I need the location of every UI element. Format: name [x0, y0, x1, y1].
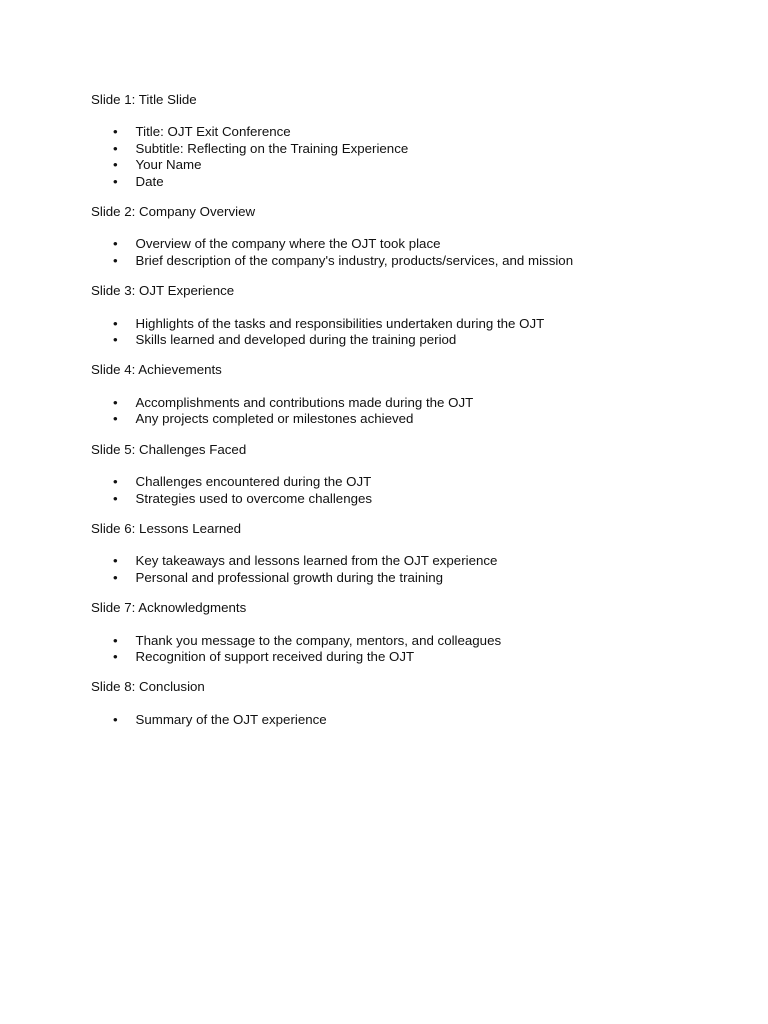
bullet-marker: • [113, 315, 118, 331]
document-body [91, 92, 731, 742]
bullet-list [91, 474, 731, 507]
list-item [91, 316, 731, 332]
list-item [91, 141, 731, 157]
bullet-marker: • [113, 648, 118, 664]
section-heading: Slide 4: Achievements [91, 362, 222, 378]
list-item-text: Any projects completed or milestones achieved [135, 411, 414, 427]
list-item [91, 570, 731, 586]
section-slide-7 [91, 600, 731, 665]
list-item [91, 253, 731, 269]
list-item-text: Challenges encountered during the OJT [135, 474, 372, 490]
bullet-marker: • [113, 332, 118, 348]
section-heading: Slide 1: Title Slide [91, 92, 197, 107]
bullet-marker: • [113, 140, 118, 156]
section-slide-4 [91, 362, 731, 427]
bullet-marker: • [113, 394, 118, 410]
list-item [91, 411, 731, 427]
bullet-list [91, 236, 731, 269]
list-item-text: Highlights of the tasks and responsibilities undertaken during the OJT [135, 315, 545, 331]
bullet-marker: • [113, 173, 118, 189]
bullet-list [91, 633, 731, 666]
list-item-text: Thank you message to the company, mentors, and colleagues [135, 632, 502, 648]
bullet-marker: • [113, 157, 118, 173]
list-item [91, 174, 731, 190]
list-item [91, 553, 731, 569]
list-item-text: Personal and professional growth during the training [135, 569, 443, 585]
list-item [91, 474, 731, 490]
section-heading: Slide 5: Challenges Faced [91, 441, 247, 457]
bullet-list [91, 124, 731, 190]
list-item-text: Strategies used to overcome challenges [135, 490, 373, 506]
list-item-text: Accomplishments and contributions made during the OJT [135, 394, 474, 410]
list-item-text: Summary of the OJT experience [135, 711, 327, 727]
list-item [91, 124, 731, 140]
list-item [91, 157, 731, 173]
list-item [91, 712, 731, 728]
bullet-list [91, 712, 731, 728]
list-item-text: Key takeaways and lessons learned from the OJT experience [135, 553, 498, 569]
list-item-text: Your Name [135, 157, 202, 173]
list-item-text: Brief description of the company's industry, products/services, and mission [135, 252, 574, 268]
list-item [91, 649, 731, 665]
list-item-text: Skills learned and developed during the training period [135, 332, 457, 348]
section-slide-1 [91, 92, 731, 190]
list-item-text: Date [135, 173, 164, 189]
section-heading: Slide 6: Lessons Learned [91, 520, 242, 536]
section-heading: Slide 2: Company Overview [91, 204, 256, 220]
section-slide-6 [91, 521, 731, 586]
bullet-marker: • [113, 632, 118, 648]
bullet-list [91, 395, 731, 428]
bullet-marker: • [113, 474, 118, 490]
section-heading: Slide 7: Acknowledgments [91, 600, 247, 616]
bullet-marker: • [113, 411, 118, 427]
list-item-text: Recognition of support received during the OJT [135, 648, 415, 664]
bullet-marker: • [113, 124, 118, 140]
list-item [91, 633, 731, 649]
bullet-marker: • [113, 569, 118, 585]
bullet-marker: • [113, 236, 118, 252]
bullet-marker: • [113, 490, 118, 506]
section-heading: Slide 8: Conclusion [91, 679, 205, 695]
list-item-text: Title: OJT Exit Conference [135, 124, 291, 140]
section-slide-5 [91, 442, 731, 507]
bullet-marker: • [113, 252, 118, 268]
bullet-list [91, 553, 731, 586]
section-slide-8 [91, 679, 731, 728]
section-slide-3 [91, 283, 731, 348]
bullet-marker: • [113, 553, 118, 569]
section-heading: Slide 3: OJT Experience [91, 283, 235, 299]
list-item-text: Overview of the company where the OJT took place [135, 236, 441, 252]
list-item [91, 491, 731, 507]
list-item [91, 395, 731, 411]
bullet-marker: • [113, 711, 118, 727]
list-item-text: Subtitle: Reflecting on the Training Experience [135, 140, 409, 156]
list-item [91, 332, 731, 348]
bullet-list [91, 316, 731, 349]
list-item [91, 236, 731, 252]
section-slide-2 [91, 204, 731, 269]
